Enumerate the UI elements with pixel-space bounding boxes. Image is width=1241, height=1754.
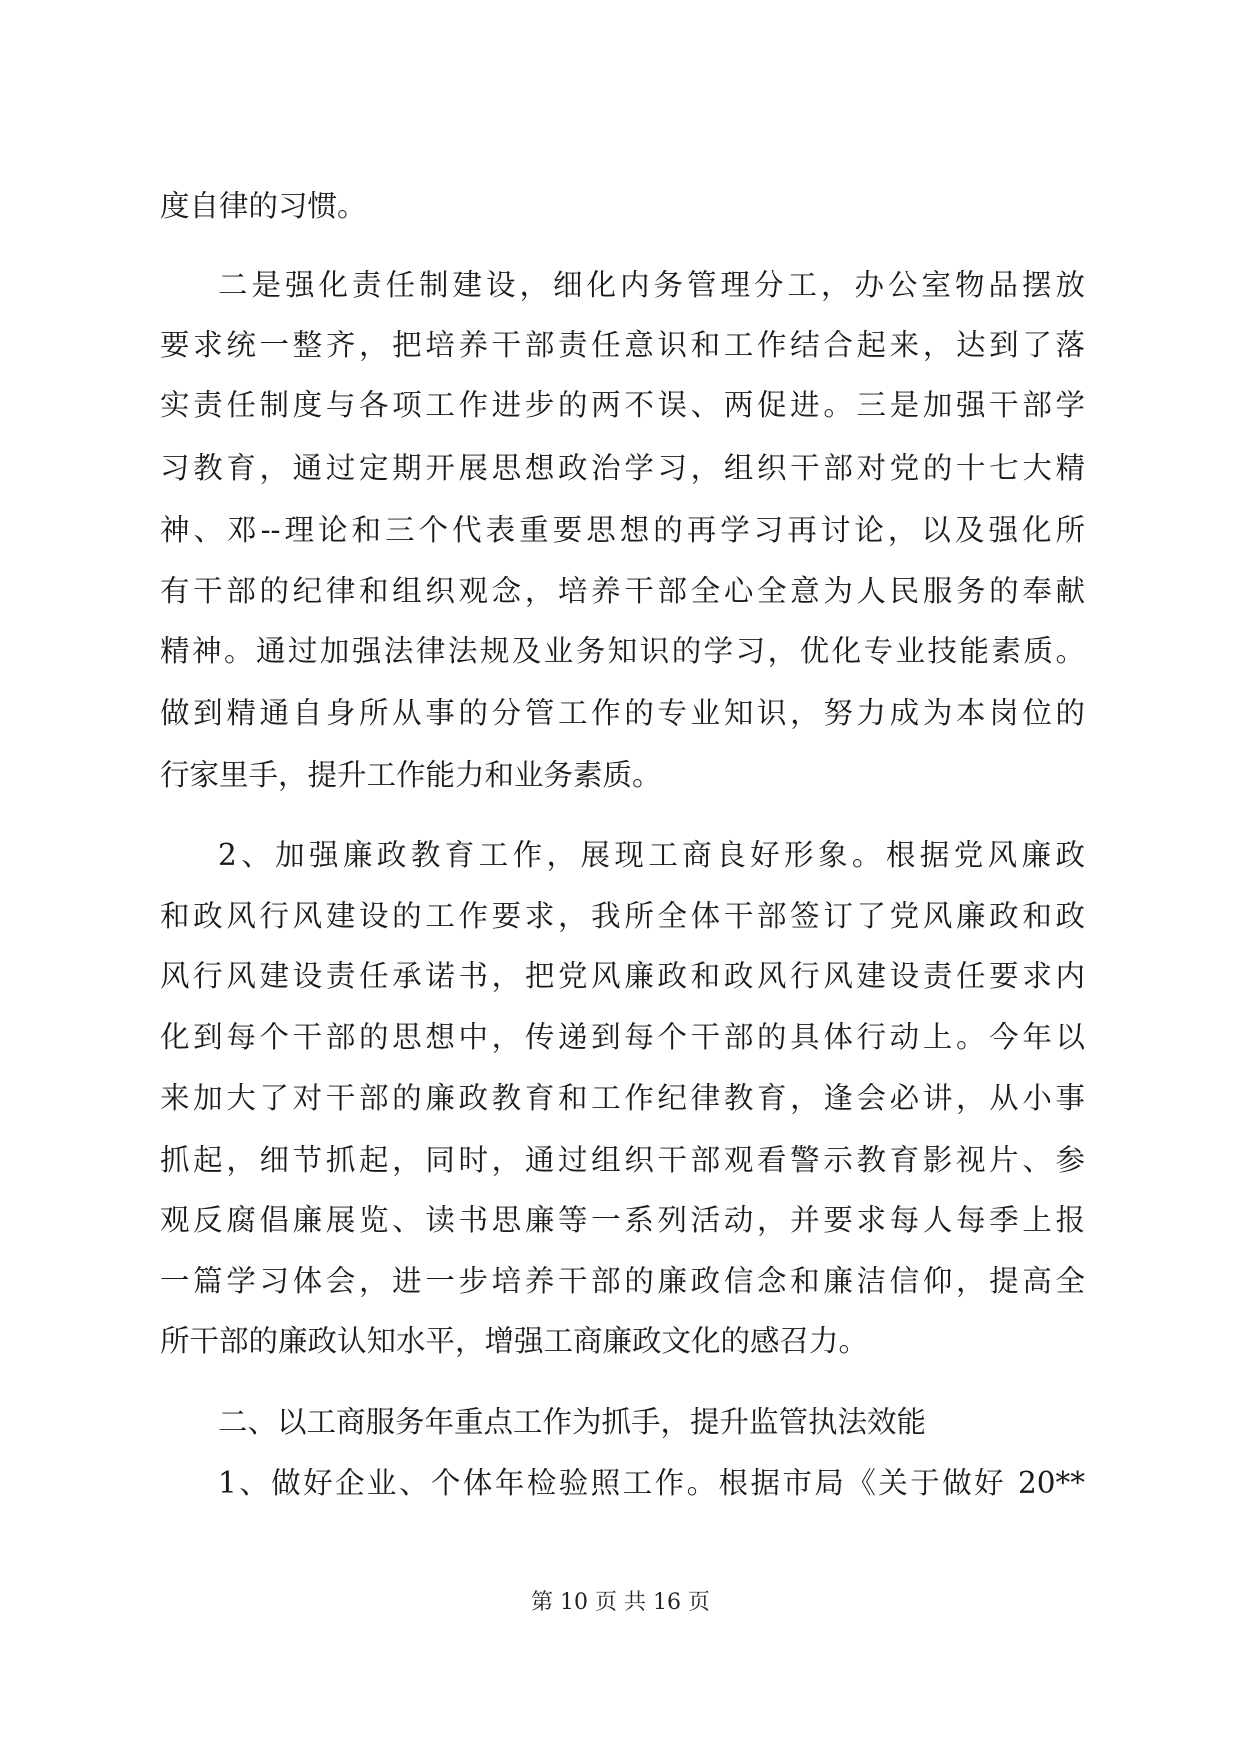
text-line: 度自律的习惯。	[160, 189, 367, 223]
text-line: 观反腐倡廉展览、读书思廉等一系列活动，并要求每人每季上报	[160, 1203, 1085, 1237]
text-line: 二是强化责任制建设，细化内务管理分工，办公室物品摆放	[218, 268, 1085, 302]
text-line: 行家里手，提升工作能力和业务素质。	[160, 758, 662, 792]
text-line: 2、加强廉政教育工作，展现工商良好形象。根据党风廉政	[218, 838, 1085, 872]
text-line: 化到每个干部的思想中，传递到每个干部的具体行动上。今年以	[160, 1020, 1085, 1054]
text-line: 1、做好企业、个体年检验照工作。根据市局《关于做好 20**	[218, 1466, 1085, 1500]
text-line: 要求统一整齐，把培养干部责任意识和工作结合起来，达到了落	[160, 328, 1085, 362]
text-line: 一篇学习体会，进一步培养干部的廉政信念和廉洁信仰，提高全	[160, 1264, 1085, 1298]
page-number: 第 10 页 共 16 页	[531, 1590, 710, 1615]
text-line: 精神。通过加强法律法规及业务知识的学习，优化专业技能素质。	[160, 634, 1085, 668]
text-line: 实责任制度与各项工作进步的两不误、两促进。三是加强干部学	[160, 388, 1085, 422]
text-line: 做到精通自身所从事的分管工作的专业知识，努力成为本岗位的	[160, 696, 1085, 730]
text-line: 神、邓--理论和三个代表重要思想的再学习再讨论，以及强化所	[160, 513, 1085, 547]
text-line: 有干部的纪律和组织观念，培养干部全心全意为人民服务的奉献	[160, 574, 1085, 608]
text-line: 抓起，细节抓起，同时，通过组织干部观看警示教育影视片、参	[160, 1143, 1085, 1177]
text-line: 和政风行风建设的工作要求，我所全体干部签订了党风廉政和政	[160, 899, 1085, 933]
text-line: 来加大了对干部的廉政教育和工作纪律教育，逢会必讲，从小事	[160, 1081, 1085, 1115]
text-line: 所干部的廉政认知水平，增强工商廉政文化的感召力。	[160, 1324, 869, 1358]
section-heading: 二、以工商服务年重点工作为抓手，提升监管执法效能	[218, 1405, 927, 1439]
text-line: 风行风建设责任承诺书，把党风廉政和政风行风建设责任要求内	[160, 959, 1085, 993]
text-line: 习教育，通过定期开展思想政治学习，组织干部对党的十七大精	[160, 451, 1085, 485]
